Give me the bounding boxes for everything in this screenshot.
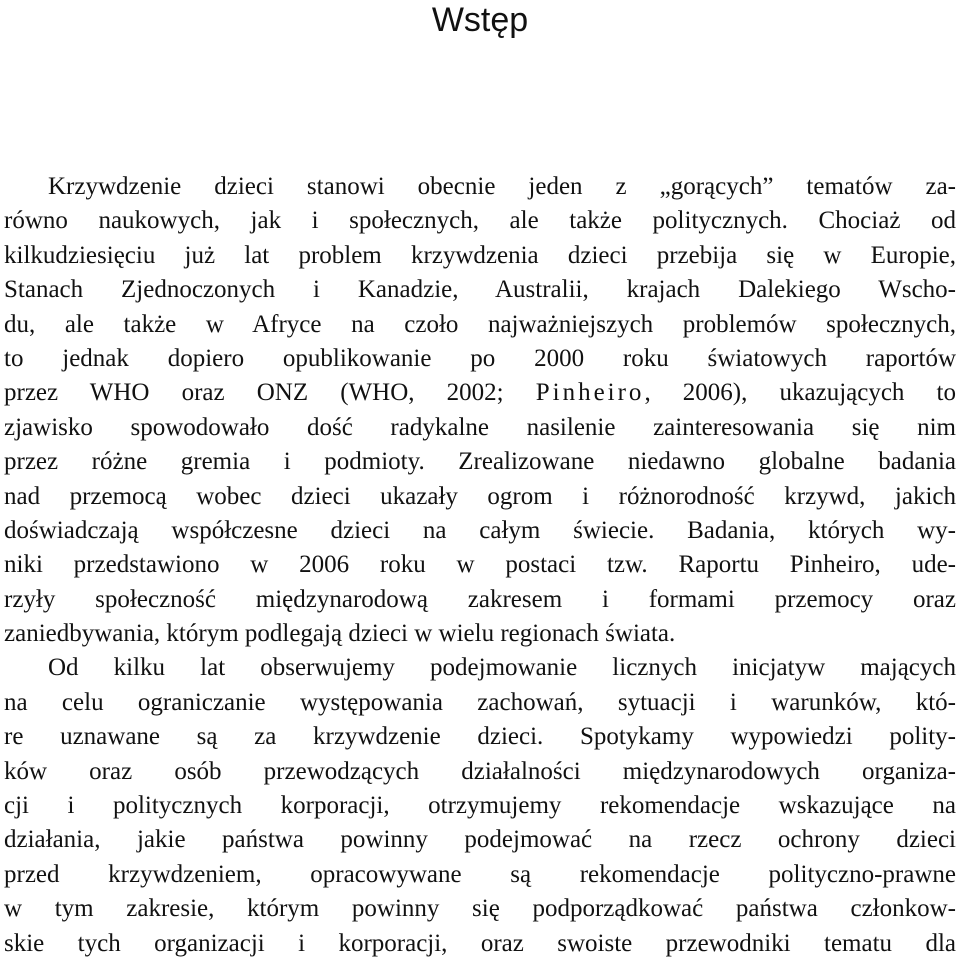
text-line: nad przemocą wobec dzieci ukazały ogrom i różnorodność krzywd, jakich [4, 482, 956, 510]
text-line: cji i politycznych korporacji, otrzymujemy rekomendacje wskazujące na [4, 792, 956, 820]
text-line: ków oraz osób przewodzących działalności międzynarodowych organiza- [4, 757, 956, 785]
text-line: Od kilku lat obserwujemy podejmowanie licznych inicjatyw mających [48, 654, 956, 682]
citation-author: Pinheiro [535, 379, 645, 407]
text-line: kilkudziesięciu już lat problem krzywdzenia dzieci przebija się w Europie, [4, 241, 956, 269]
citation-after: , 2006), ukazujących to [644, 379, 956, 407]
text-line: przez różne gremia i podmioty. Zrealizowane niedawno globalne badania [4, 448, 956, 476]
text-line: du, ale także w Afryce na czoło najważniejszych problemów społecznych, [4, 310, 956, 338]
text-line: równo naukowych, jak i społecznych, ale także politycznych. Chociaż od [4, 207, 956, 235]
text-line: przed krzywdzeniem, opracowywane są rekomendacje polityczno-prawne [4, 860, 956, 888]
text-line: re uznawane są za krzywdzenie dzieci. Spotykamy wypowiedzi polity- [4, 723, 956, 751]
page-title: Wstęp [431, 1, 529, 39]
paragraph-2 [4, 651, 956, 961]
text-line: to jednak dopiero opublikowanie po 2000 roku światowych raportów [4, 344, 956, 372]
text-line: działania, jakie państwa powinny podejmować na rzecz ochrony dzieci [4, 826, 956, 854]
text-line: Krzywdzenie dzieci stanowi obecnie jeden z „gorących” tematów za- [48, 173, 956, 200]
citation-before: przez WHO oraz ONZ (WHO, 2002; [4, 379, 536, 407]
text-line: skie tych organizacji i korporacji, oraz swoiste przewodniki tematu dla [4, 929, 956, 957]
paragraph-1 [4, 170, 956, 651]
document-body [4, 170, 956, 961]
text-line: na celu ograniczanie występowania zachowań, sytuacji i warunków, któ- [4, 688, 956, 716]
text-line: rzyły społeczność międzynarodową zakresem i formami przemocy oraz [4, 585, 956, 613]
text-line-citation [4, 376, 956, 410]
text-line: niki przedstawiono w 2006 roku w postaci tzw. Raportu Pinheiro, ude- [4, 551, 956, 579]
text-line: doświadczają współczesne dzieci na całym świecie. Badania, których wy- [4, 516, 956, 544]
text-line: zjawisko spowodowało dość radykalne nasilenie zainteresowania się nim [4, 413, 956, 441]
text-line: zaniedbywania, którym podlegają dzieci w wielu regionach świata. [4, 620, 676, 648]
text-line: Stanach Zjednoczonych i Kanadzie, Australii, krajach Dalekiego Wscho- [4, 276, 956, 304]
text-line: w tym zakresie, którym powinny się podporządkować państwa członkow- [4, 895, 956, 923]
